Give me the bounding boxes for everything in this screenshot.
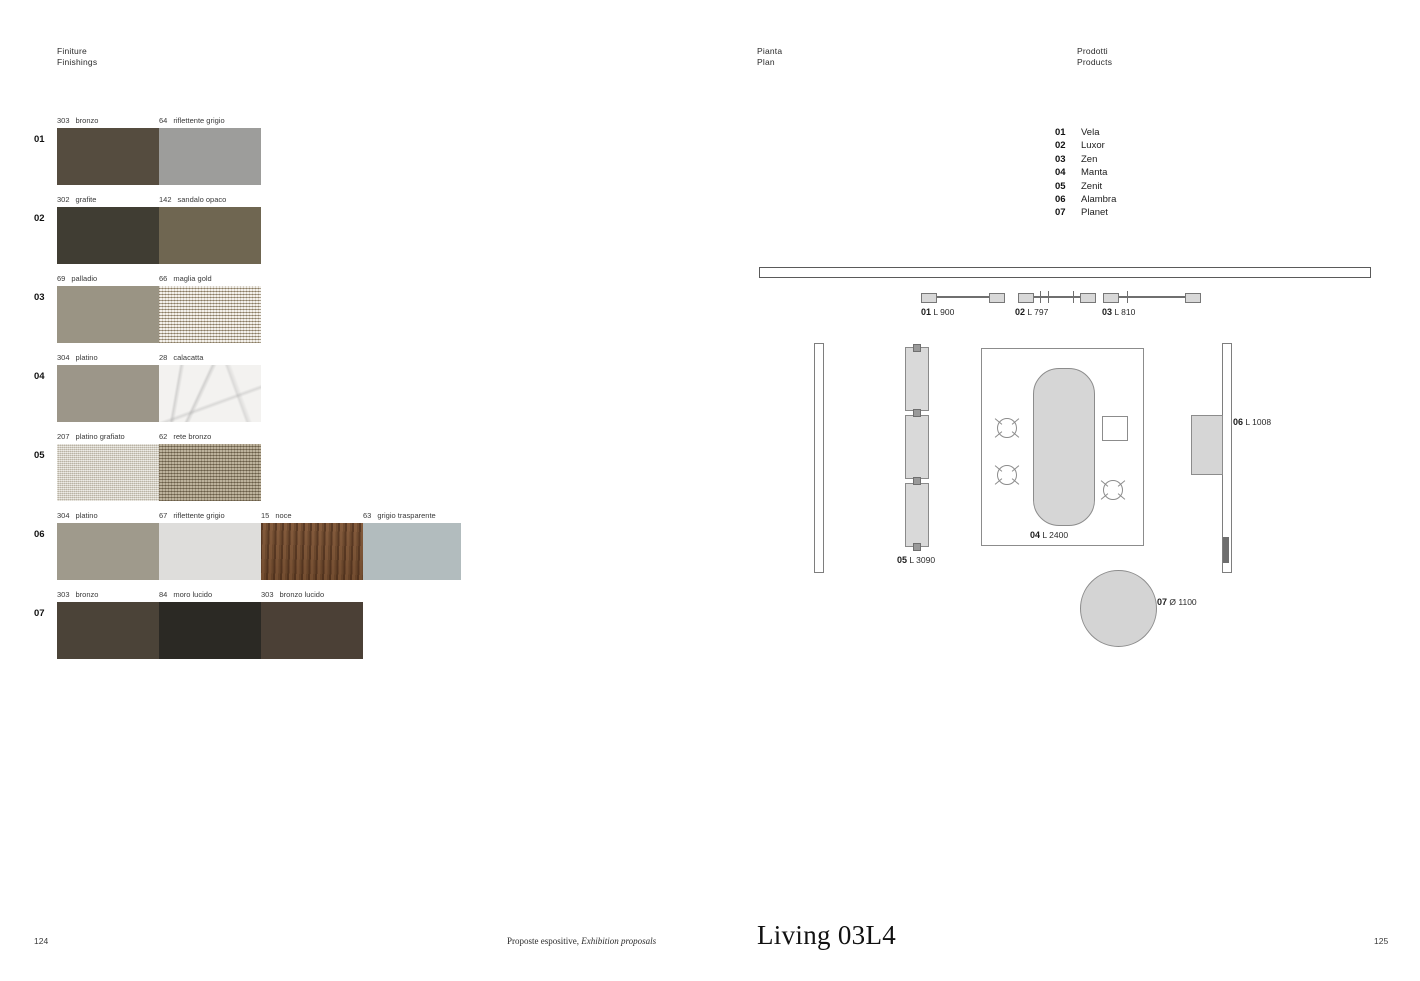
section-header-plan [757, 46, 782, 67]
unit-node [913, 409, 921, 417]
finishing-row [34, 353, 474, 422]
plan-chair [994, 462, 1020, 488]
header-products-en: Products [1077, 56, 1113, 67]
plan-label-dim: L 2400 [1042, 530, 1069, 540]
finishing-row-number: 04 [34, 371, 45, 382]
finishing-row-number: 02 [34, 213, 45, 224]
plan-label-num: 05 [897, 555, 908, 565]
color-swatch [57, 602, 159, 659]
plan-label-dim: Ø 1100 [1169, 597, 1197, 607]
plan-label-05 [897, 555, 935, 565]
finishing-labels [57, 590, 474, 602]
swatch-name: grafite [75, 195, 97, 204]
swatch-label [261, 590, 324, 599]
color-swatch [363, 523, 461, 580]
swatch-code: 302 [57, 195, 70, 204]
swatch-name: noce [275, 511, 292, 520]
plan-unit-05 [905, 347, 927, 549]
fixture-cap-right [1185, 293, 1201, 303]
color-swatch [159, 365, 261, 422]
product-number: 03 [1055, 153, 1066, 165]
swatch-label [159, 432, 211, 441]
product-list-item [1055, 166, 1116, 179]
swatch-code: 207 [57, 432, 70, 441]
fixture-tick [1127, 291, 1128, 303]
product-name: Zen [1081, 153, 1098, 165]
plan-label-dim: L 797 [1027, 307, 1049, 317]
swatch-label [159, 274, 212, 283]
swatch-name: maglia gold [173, 274, 212, 283]
unit-node [913, 344, 921, 352]
product-list-item [1055, 193, 1116, 206]
plan-fixture-03 [1103, 293, 1201, 301]
swatch-name: riflettente grigio [173, 116, 225, 125]
product-name: Luxor [1081, 140, 1105, 152]
fixture-cap-right [1080, 293, 1096, 303]
fixture-cap-left [1103, 293, 1119, 303]
swatch-code: 64 [159, 116, 168, 125]
fixture-cap-left [921, 293, 937, 303]
finishing-row [34, 432, 474, 501]
floor-plan-drawing [745, 255, 1385, 695]
swatch-code: 63 [363, 511, 372, 520]
product-name: Alambra [1081, 194, 1117, 206]
swatch-name: bronzo [75, 590, 99, 599]
product-number: 06 [1055, 194, 1066, 206]
finishing-swatches [57, 602, 474, 659]
unit-node [913, 543, 921, 551]
swatch-code: 66 [159, 274, 168, 283]
finishing-labels [57, 511, 474, 523]
finishing-labels [57, 432, 474, 444]
swatch-code: 69 [57, 274, 66, 283]
color-swatch [57, 286, 159, 343]
plan-label-num: 03 [1102, 307, 1113, 317]
swatch-code: 304 [57, 353, 70, 362]
color-swatch [261, 523, 363, 580]
plan-fixture-01 [921, 293, 1005, 301]
color-swatch [159, 444, 261, 501]
swatch-label [159, 590, 212, 599]
finishing-labels [57, 274, 474, 286]
plan-label-06 [1233, 417, 1271, 427]
finishing-row [34, 274, 474, 343]
swatch-label [363, 511, 436, 520]
plan-label-num: 04 [1030, 530, 1041, 540]
swatch-name: grigio trasparente [377, 511, 436, 520]
finishing-row [34, 590, 474, 659]
plan-label-num: 02 [1015, 307, 1026, 317]
finishing-swatches [57, 128, 474, 185]
page-title: Living 03L4 [757, 920, 897, 950]
plan-fixture-02 [1018, 293, 1096, 301]
swatch-name: moro lucido [173, 590, 213, 599]
fixture-tick [1073, 291, 1074, 303]
plan-label-02 [1015, 307, 1048, 317]
unit-node [913, 477, 921, 485]
product-name: Planet [1081, 207, 1108, 219]
plan-unit-06 [1191, 415, 1223, 475]
finishing-swatches [57, 365, 474, 422]
product-list-item [1055, 206, 1116, 219]
finishing-row [34, 511, 474, 580]
color-swatch [57, 128, 159, 185]
color-swatch [159, 207, 261, 264]
finishing-row-number: 01 [34, 134, 45, 145]
finishing-swatches [57, 207, 474, 264]
footer-caption-en: Exhibition proposals [581, 936, 657, 946]
fixture-tick [1048, 291, 1049, 303]
swatch-label [57, 511, 98, 520]
swatch-label [57, 432, 125, 441]
swatch-code: 304 [57, 511, 70, 520]
finishing-row-number: 06 [34, 529, 45, 540]
product-number: 02 [1055, 140, 1066, 152]
product-list-item [1055, 153, 1116, 166]
swatch-name: platino grafiato [75, 432, 125, 441]
product-list-item [1055, 126, 1116, 139]
section-header-finishings [57, 46, 97, 67]
color-swatch [57, 523, 159, 580]
swatch-name: sandalo opaco [177, 195, 227, 204]
swatch-code: 67 [159, 511, 168, 520]
color-swatch [57, 444, 159, 501]
finishings-list [34, 116, 474, 669]
swatch-label [57, 116, 98, 125]
swatch-label [159, 195, 226, 204]
finishing-labels [57, 353, 474, 365]
product-name: Vela [1081, 127, 1100, 138]
finishing-labels [57, 195, 474, 207]
product-list-item [1055, 180, 1116, 193]
color-swatch [159, 128, 261, 185]
product-number: 01 [1055, 127, 1066, 138]
header-plan-en: Plan [757, 56, 775, 67]
swatch-code: 84 [159, 590, 168, 599]
swatch-label [159, 116, 225, 125]
swatch-code: 15 [261, 511, 270, 520]
fixture-cap-right [989, 293, 1005, 303]
unit-segment [905, 483, 929, 547]
swatch-label [57, 195, 96, 204]
swatch-label [159, 353, 203, 362]
header-plan-it: Pianta [757, 46, 783, 56]
swatch-label [159, 511, 225, 520]
swatch-code: 303 [57, 590, 70, 599]
fixture-tick [1040, 291, 1041, 303]
swatch-label [57, 590, 98, 599]
footer-caption-it: Proposte espositive, [507, 936, 579, 946]
swatch-label [57, 353, 98, 362]
header-products-it: Prodotti [1077, 46, 1108, 56]
section-header-products [1077, 46, 1112, 67]
swatch-name: calacatta [173, 353, 204, 362]
plan-wall-top [759, 267, 1371, 278]
plan-label-07 [1157, 597, 1197, 607]
plan-label-dim: L 900 [933, 307, 955, 317]
products-list [1055, 126, 1116, 220]
color-swatch [159, 602, 261, 659]
plan-label-dim: L 810 [1114, 307, 1136, 317]
color-swatch [159, 523, 261, 580]
finishing-row [34, 116, 474, 185]
plan-wall-left [814, 343, 824, 573]
swatch-code: 303 [57, 116, 70, 125]
product-name: Manta [1081, 167, 1108, 179]
plan-label-num: 01 [921, 307, 932, 317]
color-swatch [159, 286, 261, 343]
product-number: 05 [1055, 180, 1066, 192]
product-name: Zenit [1081, 180, 1103, 192]
page-number-right: 125 [1374, 936, 1389, 946]
finishing-row-number: 05 [34, 450, 45, 461]
swatch-code: 28 [159, 353, 168, 362]
swatch-name: bronzo lucido [279, 590, 325, 599]
footer-caption [507, 936, 656, 946]
plan-label-dim: L 3090 [909, 555, 936, 565]
plan-chair [994, 415, 1020, 441]
product-number: 07 [1055, 207, 1066, 219]
header-italic-en: Finishings [57, 56, 98, 67]
swatch-name: bronzo [75, 116, 99, 125]
plan-label-num: 06 [1233, 417, 1244, 427]
color-swatch [57, 365, 159, 422]
plan-table-manta [1033, 368, 1095, 526]
color-swatch [261, 602, 363, 659]
finishing-swatches [57, 286, 474, 343]
finishing-row-number: 03 [34, 292, 45, 303]
finishing-swatches [57, 444, 474, 501]
color-swatch [57, 207, 159, 264]
swatch-code: 142 [159, 195, 172, 204]
swatch-code: 303 [261, 590, 274, 599]
swatch-name: platino [75, 353, 98, 362]
swatch-label [261, 511, 292, 520]
swatch-name: rete bronzo [173, 432, 212, 441]
plan-label-dim: L 1008 [1245, 417, 1272, 427]
plan-wall-right-marker [1223, 537, 1229, 563]
page-number-left: 124 [34, 936, 49, 946]
unit-segment [905, 415, 929, 479]
plan-label-01 [921, 307, 954, 317]
finishing-row [34, 195, 474, 264]
product-number: 04 [1055, 167, 1066, 179]
plan-label-04 [1030, 530, 1068, 540]
finishing-swatches [57, 523, 474, 580]
swatch-name: palladio [71, 274, 98, 283]
swatch-name: riflettente grigio [173, 511, 225, 520]
header-italic-it: Finiture [57, 46, 87, 56]
plan-unit-07-planet [1080, 570, 1157, 647]
plan-side-square [1102, 416, 1128, 441]
finishing-row-number: 07 [34, 608, 45, 619]
finishing-labels [57, 116, 474, 128]
swatch-code: 62 [159, 432, 168, 441]
swatch-name: platino [75, 511, 98, 520]
plan-label-03 [1102, 307, 1135, 317]
fixture-cap-left [1018, 293, 1034, 303]
plan-chair [1100, 477, 1126, 503]
swatch-label [57, 274, 97, 283]
product-list-item [1055, 139, 1116, 152]
plan-label-num: 07 [1157, 597, 1168, 607]
unit-segment [905, 347, 929, 411]
